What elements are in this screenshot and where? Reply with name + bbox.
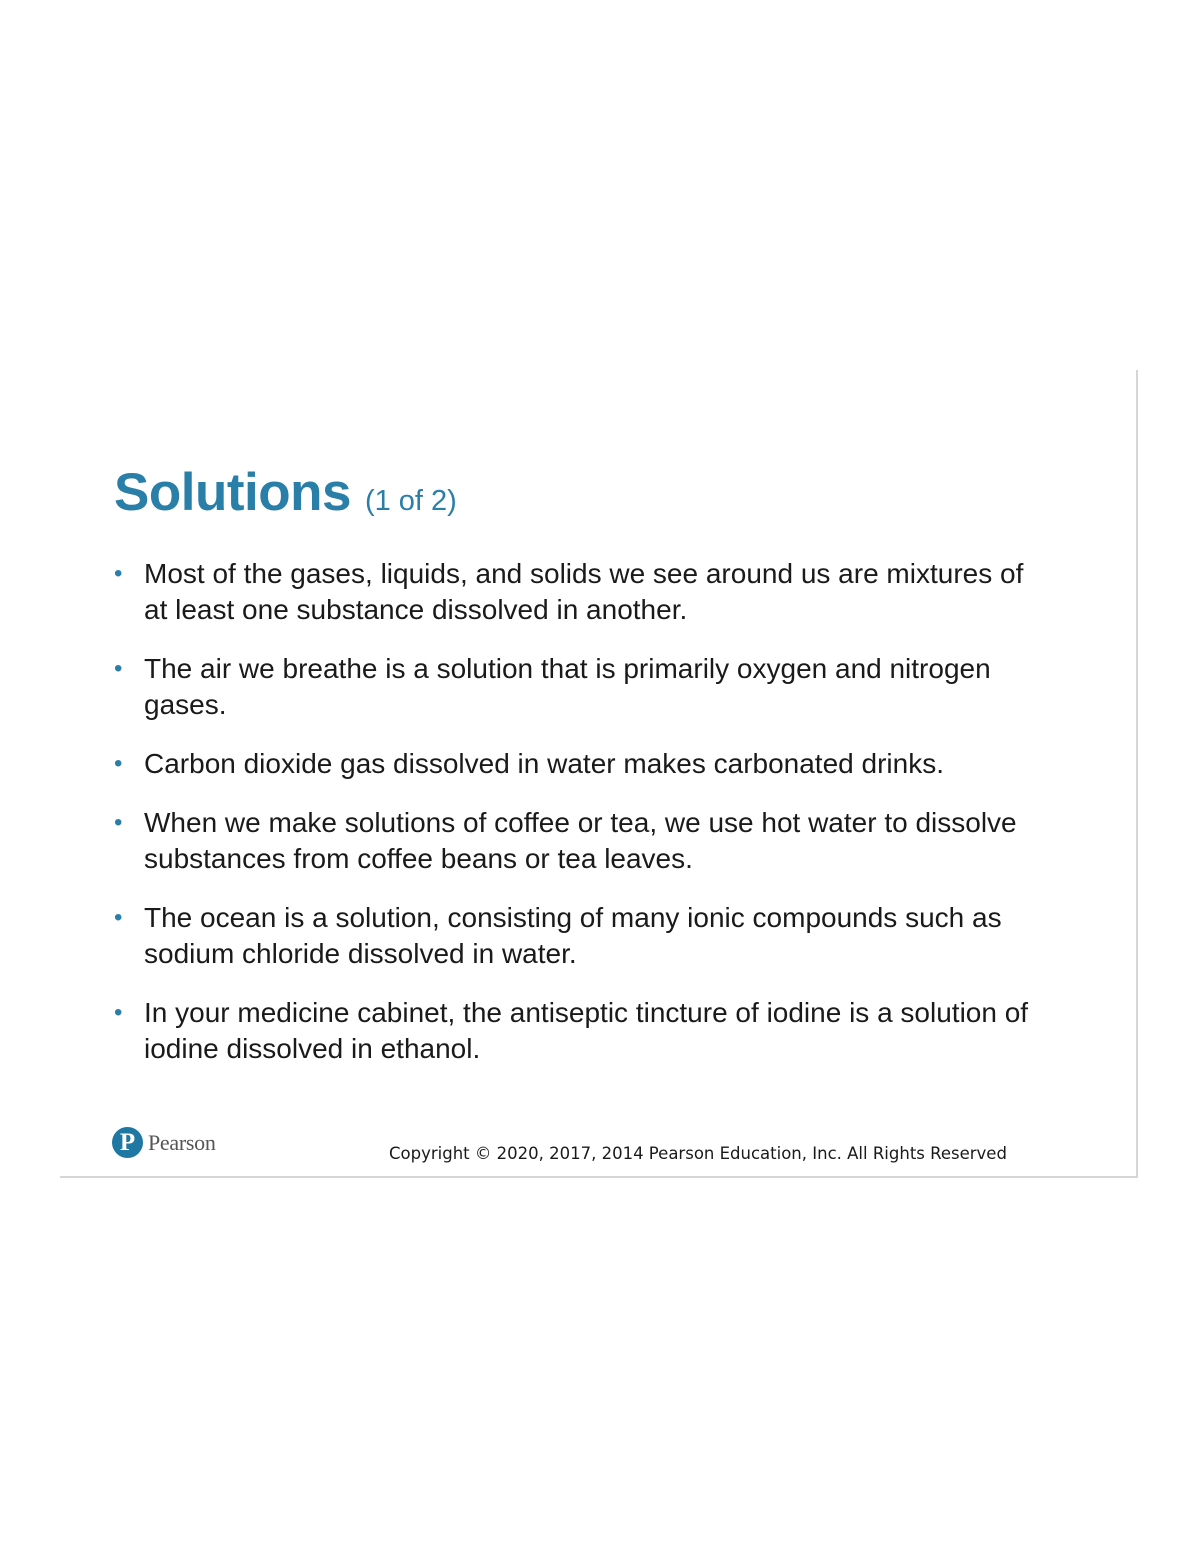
slide-title: Solutions	[114, 463, 351, 522]
bullet-icon: •	[114, 750, 123, 777]
bullet-icon: •	[114, 999, 123, 1026]
pearson-logo-icon: P	[112, 1127, 143, 1158]
list-item	[112, 995, 1052, 1067]
pearson-logo	[112, 1127, 216, 1158]
bullet-text: The air we breathe is a solution that is primarily oxygen and nitrogen gases.	[144, 653, 991, 720]
bullet-text: Carbon dioxide gas dissolved in water makes carbonated drinks.	[144, 748, 944, 779]
bullet-icon: •	[114, 560, 123, 587]
list-item	[112, 900, 1052, 972]
slide-subtitle: (1 of 2)	[364, 485, 457, 517]
list-item	[112, 805, 1052, 877]
slide	[60, 370, 1138, 1178]
copyright-notice: Copyright © 2020, 2017, 2014 Pearson Education, Inc. All Rights Reserved	[389, 1144, 1007, 1163]
bullet-text: Most of the gases, liquids, and solids we see around us are mixtures of at least one substance dissolved in another.	[144, 558, 1024, 625]
bullet-list	[112, 556, 1052, 1090]
list-item	[112, 556, 1052, 628]
bullet-icon: •	[114, 809, 123, 836]
bullet-text: In your medicine cabinet, the antiseptic tincture of iodine is a solution of iodine dissolved in ethanol.	[144, 997, 1029, 1064]
bullet-text: The ocean is a solution, consisting of many ionic compounds such as sodium chloride dissolved in water.	[144, 902, 1002, 969]
list-item	[112, 651, 1052, 723]
pearson-logo-text: Pearson	[148, 1129, 216, 1155]
list-item	[112, 746, 1052, 782]
bullet-text: When we make solutions of coffee or tea, we use hot water to dissolve substances from coffee beans or tea leaves.	[144, 807, 1017, 874]
slide-title-row	[114, 462, 457, 523]
bullet-icon: •	[114, 904, 123, 931]
bullet-icon: •	[114, 655, 123, 682]
